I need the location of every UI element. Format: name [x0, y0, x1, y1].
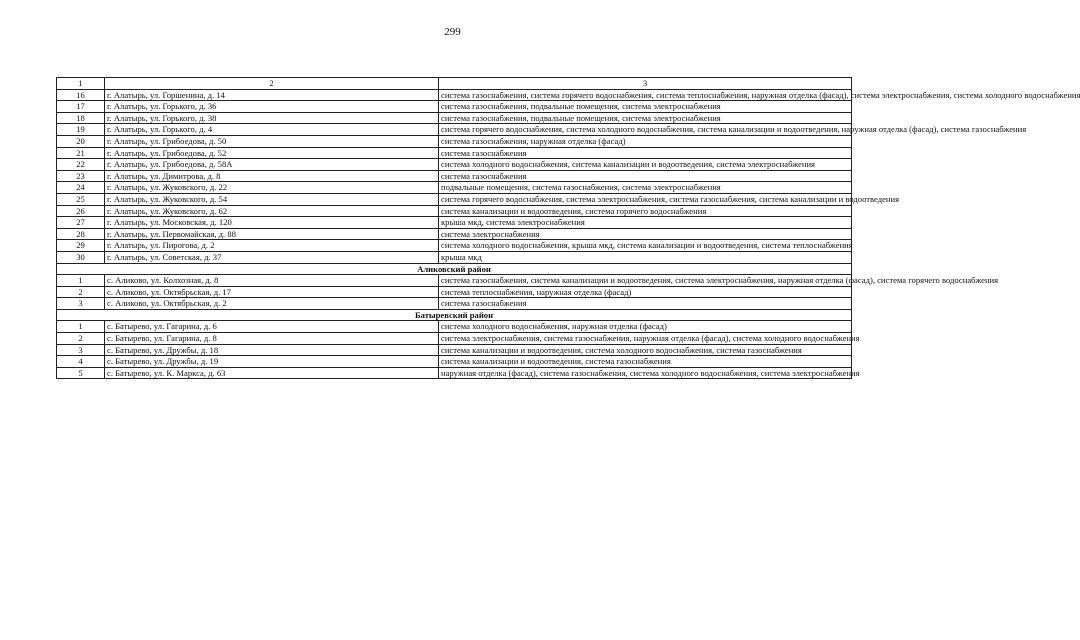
table-row [57, 275, 852, 287]
buildings-table [56, 77, 1080, 379]
table-row [57, 240, 852, 252]
district-title: Аликовский район [57, 263, 852, 275]
row-address: г. Алатырь, ул. Жуковского, д. 62 [105, 205, 439, 217]
row-address: г. Алатырь, ул. Советская, д. 37 [105, 251, 439, 263]
row-systems: система газоснабжения [439, 298, 852, 310]
row-number: 5 [57, 367, 105, 379]
row-number: 24 [57, 182, 105, 194]
row-systems: система газоснабжения [439, 147, 852, 159]
row-address: с. Аликово, ул. Октябрьская, д. 17 [105, 286, 439, 298]
row-systems: система холодного водоснабжения, наружная отделка (фасад) [439, 321, 852, 333]
table-header-row [57, 78, 852, 90]
row-address: с. Аликово, ул. Октябрьская, д. 2 [105, 298, 439, 310]
row-systems: подвальные помещения, система газоснабжения, система электроснабжения [439, 182, 852, 194]
row-address: г. Алатырь, ул. Жуковского, д. 22 [105, 182, 439, 194]
table-row [57, 147, 852, 159]
header-col-3: 3 [439, 78, 852, 90]
row-number: 30 [57, 251, 105, 263]
table-row [57, 112, 852, 124]
table-row [57, 228, 852, 240]
page-number: 299 [444, 26, 461, 38]
table-row [57, 217, 852, 229]
row-address: г. Алатырь, ул. Грибоедова, д. 58А [105, 159, 439, 171]
header-col-1: 1 [57, 78, 105, 90]
row-systems: система холодного водоснабжения, крыша мкд, система канализации и водоотведения, система теплоснабжения [439, 240, 852, 252]
row-systems: система газоснабжения [439, 170, 852, 182]
table-row [57, 286, 852, 298]
row-systems: система газоснабжения, система горячего водоснабжения, система теплоснабжения, наружная отделка (фасад), система электроснабжения, система холодного водоснабжения [439, 89, 852, 101]
table-row [57, 321, 852, 333]
table-row [57, 124, 852, 136]
row-number: 16 [57, 89, 105, 101]
row-systems: система горячего водоснабжения, система холодного водоснабжения, система канализации и водоотведения, наружная отделка (фасад), система газоснабжения [439, 124, 852, 136]
row-systems: система газоснабжения, система канализации и водоотведения, система электроснабжения, наружная отделка (фасад), система горячего водоснабжения [439, 275, 852, 287]
row-address: г. Алатырь, ул. Горького, д. 4 [105, 124, 439, 136]
row-number: 3 [57, 298, 105, 310]
table-row [57, 333, 852, 345]
row-number: 2 [57, 333, 105, 345]
row-number: 17 [57, 101, 105, 113]
district-header-row [57, 309, 852, 321]
row-address: г. Алатырь, ул. Пирогова, д. 2 [105, 240, 439, 252]
row-number: 21 [57, 147, 105, 159]
row-address: г. Алатырь, ул. Горького, д. 38 [105, 112, 439, 124]
table-body [57, 78, 1080, 379]
row-address: с. Аликово, ул. Колхозная, д. 8 [105, 275, 439, 287]
table-row [57, 135, 852, 147]
row-systems: крыша мкд [439, 251, 852, 263]
row-address: г. Алатырь, ул. Горького, д. 36 [105, 101, 439, 113]
district-title: Батыревский район [57, 309, 852, 321]
table-row [57, 159, 852, 171]
table-row [57, 367, 852, 379]
row-number: 23 [57, 170, 105, 182]
row-number: 28 [57, 228, 105, 240]
row-number: 26 [57, 205, 105, 217]
row-address: с. Батырево, ул. Дружбы, д. 19 [105, 356, 439, 368]
row-address: г. Алатырь, ул. Московская, д. 120 [105, 217, 439, 229]
row-systems: система холодного водоснабжения, система канализации и водоотведения, система электроснабжения [439, 159, 852, 171]
row-systems: система канализации и водоотведения, система горячего водоснабжения [439, 205, 852, 217]
table-row [57, 101, 852, 113]
row-systems: система канализации и водоотведения, система газоснабжения [439, 356, 852, 368]
row-number: 2 [57, 286, 105, 298]
row-number: 18 [57, 112, 105, 124]
row-address: г. Алатырь, ул. Димитрова, д. 8 [105, 170, 439, 182]
table-row [57, 89, 852, 101]
row-systems: система газоснабжения, подвальные помещения, система электроснабжения [439, 101, 852, 113]
row-address: г. Алатырь, ул. Первомайская, д. 88 [105, 228, 439, 240]
row-systems: крыша мкд, система электроснабжения [439, 217, 852, 229]
row-number: 1 [57, 275, 105, 287]
table-row [57, 193, 852, 205]
row-number: 3 [57, 344, 105, 356]
row-address: г. Алатырь, ул. Грибоедова, д. 52 [105, 147, 439, 159]
row-number: 1 [57, 321, 105, 333]
table-row [57, 251, 852, 263]
table-row [57, 205, 852, 217]
row-systems: наружная отделка (фасад), система газоснабжения, система холодного водоснабжения, система электроснабжения [439, 367, 852, 379]
row-systems: система теплоснабжения, наружная отделка (фасад) [439, 286, 852, 298]
table-row [57, 356, 852, 368]
table-row [57, 170, 852, 182]
row-address: с. Батырево, ул. К. Маркса, д. 63 [105, 367, 439, 379]
row-number: 20 [57, 135, 105, 147]
row-number: 22 [57, 159, 105, 171]
table-row [57, 298, 852, 310]
row-systems: система газоснабжения, подвальные помещения, система электроснабжения [439, 112, 852, 124]
row-number: 29 [57, 240, 105, 252]
row-systems: система горячего водоснабжения, система электроснабжения, система газоснабжения, система канализации и водоотведения [439, 193, 852, 205]
row-systems: система электроснабжения, система газоснабжения, наружная отделка (фасад), система холодного водоснабжения [439, 333, 852, 345]
row-systems: система газоснабжения, наружная отделка (фасад) [439, 135, 852, 147]
row-address: с. Батырево, ул. Гагарина, д. 8 [105, 333, 439, 345]
row-number: 25 [57, 193, 105, 205]
header-col-2: 2 [105, 78, 439, 90]
row-address: г. Алатырь, ул. Жуковского, д. 54 [105, 193, 439, 205]
row-address: г. Алатырь, ул. Грибоедова, д. 50 [105, 135, 439, 147]
district-header-row [57, 263, 852, 275]
row-number: 4 [57, 356, 105, 368]
table-row [57, 344, 852, 356]
row-systems: система электроснабжения [439, 228, 852, 240]
table-row [57, 182, 852, 194]
row-number: 19 [57, 124, 105, 136]
row-address: с. Батырево, ул. Дружбы, д. 18 [105, 344, 439, 356]
row-systems: система канализации и водоотведения, система холодного водоснабжения, система газоснабжения [439, 344, 852, 356]
row-address: г. Алатырь, ул. Горшенина, д. 14 [105, 89, 439, 101]
row-number: 27 [57, 217, 105, 229]
row-address: с. Батырево, ул. Гагарина, д. 6 [105, 321, 439, 333]
